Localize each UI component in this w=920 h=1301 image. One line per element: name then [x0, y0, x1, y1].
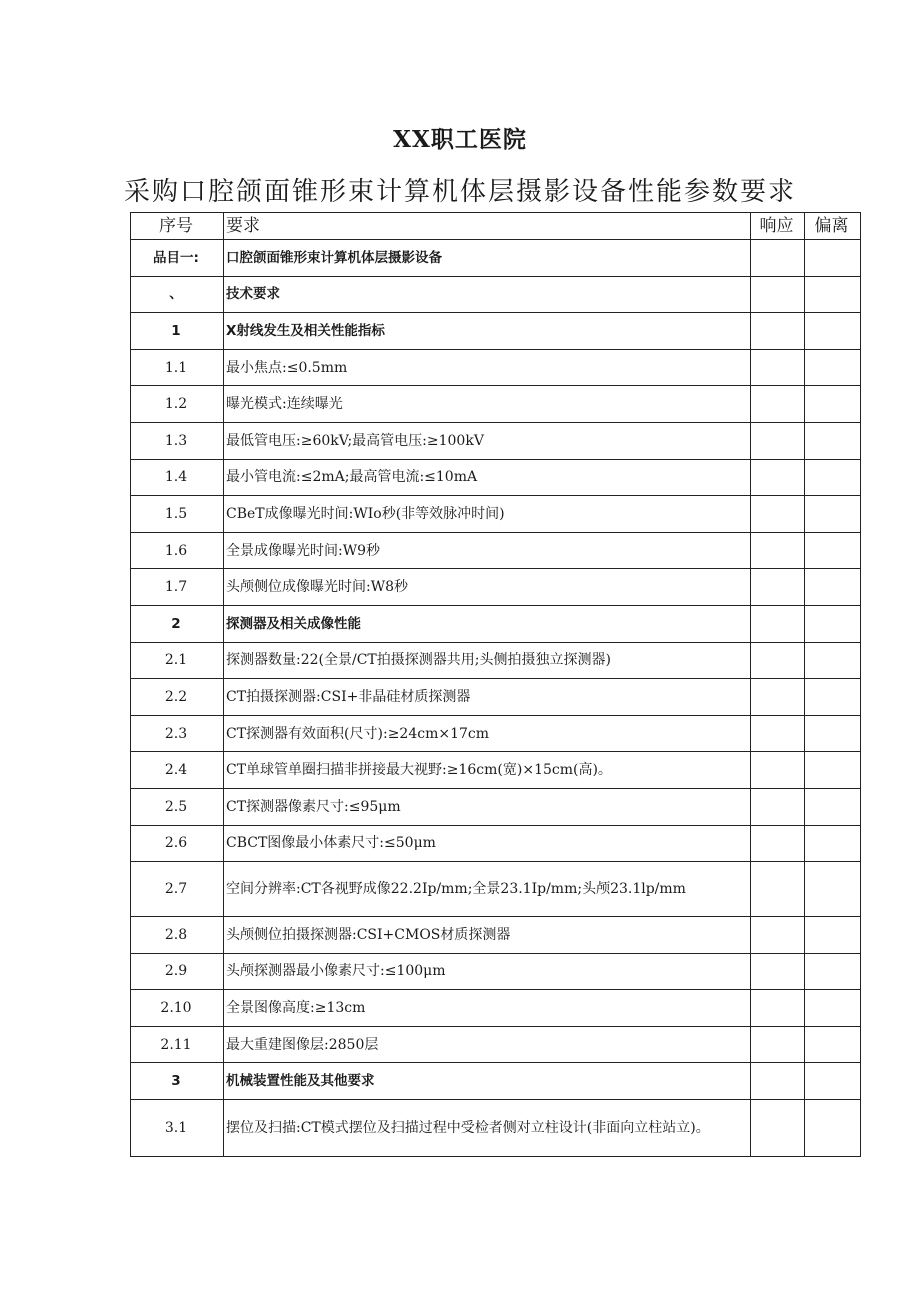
row-response-cell — [751, 917, 805, 954]
row-number: 2.8 — [131, 917, 224, 954]
row-number: 1.7 — [131, 569, 224, 606]
row-number: 2.1 — [131, 642, 224, 679]
row-response-cell — [751, 715, 805, 752]
row-response-cell — [751, 1026, 805, 1063]
table-row — [131, 349, 861, 386]
row-response-cell — [751, 422, 805, 459]
row-deviation-cell — [805, 605, 861, 642]
row-number: 3.1 — [131, 1100, 224, 1157]
row-deviation-cell — [805, 1063, 861, 1100]
row-response-cell — [751, 825, 805, 862]
row-requirement: 头颅侧位成像曝光时间:W8秒 — [224, 569, 751, 606]
header-no: 序号 — [131, 213, 224, 240]
document-title: 采购口腔颌面锥形束计算机体层摄影设备性能参数要求 — [123, 177, 796, 207]
table-row — [131, 1100, 861, 1157]
row-requirement: CBCT图像最小体素尺寸:≤50μm — [224, 825, 751, 862]
table-row — [131, 605, 861, 642]
row-deviation-cell — [805, 240, 861, 277]
row-response-cell — [751, 1063, 805, 1100]
row-deviation-cell — [805, 349, 861, 386]
row-response-cell — [751, 953, 805, 990]
table-row — [131, 459, 861, 496]
row-response-cell — [751, 496, 805, 533]
row-requirement: 最小管电流:≤2mA;最高管电流:≤10mA — [224, 459, 751, 496]
table-row — [131, 715, 861, 752]
row-requirement: CT拍摄探测器:CSI+非晶硅材质探测器 — [224, 679, 751, 716]
table-row — [131, 825, 861, 862]
row-requirement: 口腔颌面锥形束计算机体层摄影设备 — [224, 240, 751, 277]
row-requirement: 机械装置性能及其他要求 — [224, 1063, 751, 1100]
row-requirement: 摆位及扫描:CT模式摆位及扫描过程中受检者侧对立柱设计(非面向立柱站立)。 — [224, 1100, 751, 1157]
table-row — [131, 1026, 861, 1063]
row-response-cell — [751, 569, 805, 606]
header-response: 响应 — [751, 213, 805, 240]
row-deviation-cell — [805, 1100, 861, 1157]
table-row — [131, 1063, 861, 1100]
row-requirement: 最小焦点:≤0.5mm — [224, 349, 751, 386]
row-number: 2.2 — [131, 679, 224, 716]
row-number: 1.6 — [131, 532, 224, 569]
spec-table-body — [131, 213, 861, 1157]
table-row — [131, 569, 861, 606]
row-deviation-cell — [805, 386, 861, 423]
table-row — [131, 862, 861, 917]
row-number: 1.1 — [131, 349, 224, 386]
row-number: 2.10 — [131, 990, 224, 1027]
row-requirement: 全景图像高度:≥13cm — [224, 990, 751, 1027]
row-response-cell — [751, 276, 805, 313]
row-response-cell — [751, 788, 805, 825]
table-row — [131, 953, 861, 990]
row-number: 3 — [131, 1063, 224, 1100]
row-deviation-cell — [805, 788, 861, 825]
row-response-cell — [751, 679, 805, 716]
row-number: 2.4 — [131, 752, 224, 789]
row-deviation-cell — [805, 917, 861, 954]
row-response-cell — [751, 642, 805, 679]
row-response-cell — [751, 459, 805, 496]
row-response-cell — [751, 862, 805, 917]
row-response-cell — [751, 313, 805, 350]
table-row — [131, 990, 861, 1027]
row-number: 1.4 — [131, 459, 224, 496]
row-number: 2.9 — [131, 953, 224, 990]
table-row — [131, 642, 861, 679]
row-requirement: 全景成像曝光时间:W9秒 — [224, 532, 751, 569]
spec-table — [130, 212, 861, 1157]
table-row — [131, 788, 861, 825]
row-response-cell — [751, 752, 805, 789]
row-requirement: 曝光模式:连续曝光 — [224, 386, 751, 423]
header-deviation: 偏离 — [805, 213, 861, 240]
row-number: 2.6 — [131, 825, 224, 862]
row-number: 2.7 — [131, 862, 224, 917]
row-deviation-cell — [805, 990, 861, 1027]
row-requirement: 头颅探测器最小像素尺寸:≤100μm — [224, 953, 751, 990]
row-deviation-cell — [805, 422, 861, 459]
row-deviation-cell — [805, 569, 861, 606]
row-requirement: 技术要求 — [224, 276, 751, 313]
row-requirement: X射线发生及相关性能指标 — [224, 313, 751, 350]
row-requirement: CT探测器有效面积(尺寸):≥24cm×17cm — [224, 715, 751, 752]
table-row — [131, 496, 861, 533]
row-deviation-cell — [805, 496, 861, 533]
table-row — [131, 276, 861, 313]
row-deviation-cell — [805, 642, 861, 679]
row-number: 1.3 — [131, 422, 224, 459]
table-row — [131, 240, 861, 277]
row-number: 1.5 — [131, 496, 224, 533]
row-response-cell — [751, 1100, 805, 1157]
header-requirement: 要求 — [224, 213, 751, 240]
row-deviation-cell — [805, 1026, 861, 1063]
row-requirement: 探测器及相关成像性能 — [224, 605, 751, 642]
row-response-cell — [751, 605, 805, 642]
row-deviation-cell — [805, 679, 861, 716]
row-requirement: 探测器数量:22(全景/CT拍摄探测器共用;头侧拍摄独立探测器) — [224, 642, 751, 679]
table-row — [131, 917, 861, 954]
row-deviation-cell — [805, 825, 861, 862]
row-number: 品目一: — [131, 240, 224, 277]
row-deviation-cell — [805, 459, 861, 496]
row-requirement: CT单球管单圈扫描非拼接最大视野:≥16cm(宽)×15cm(高)。 — [224, 752, 751, 789]
row-number: 1 — [131, 313, 224, 350]
row-requirement: CBeT成像曝光时间:WIo秒(非等效脉冲时间) — [224, 496, 751, 533]
row-deviation-cell — [805, 276, 861, 313]
row-response-cell — [751, 990, 805, 1027]
row-requirement: 最大重建图像层:2850层 — [224, 1026, 751, 1063]
row-requirement: 最低管电压:≥60kV;最高管电压:≥100kV — [224, 422, 751, 459]
row-number: 1.2 — [131, 386, 224, 423]
row-number: 2.3 — [131, 715, 224, 752]
row-deviation-cell — [805, 532, 861, 569]
row-deviation-cell — [805, 752, 861, 789]
row-number: 2 — [131, 605, 224, 642]
table-row — [131, 679, 861, 716]
row-requirement: CT探测器像素尺寸:≤95μm — [224, 788, 751, 825]
table-row — [131, 386, 861, 423]
table-row — [131, 752, 861, 789]
organization-title: XX职工医院 — [393, 126, 527, 153]
table-row — [131, 532, 861, 569]
row-number: 、 — [131, 276, 224, 313]
table-row — [131, 422, 861, 459]
row-requirement: 头颅侧位拍摄探测器:CSI+CMOS材质探测器 — [224, 917, 751, 954]
row-deviation-cell — [805, 313, 861, 350]
row-deviation-cell — [805, 953, 861, 990]
row-number: 2.11 — [131, 1026, 224, 1063]
row-deviation-cell — [805, 715, 861, 752]
row-response-cell — [751, 386, 805, 423]
row-response-cell — [751, 240, 805, 277]
table-header-row — [131, 213, 861, 240]
row-response-cell — [751, 532, 805, 569]
row-requirement: 空间分辨率:CT各视野成像22.2Ip/mm;全景23.1Ip/mm;头颅23.1lp/mm — [224, 862, 751, 917]
row-response-cell — [751, 349, 805, 386]
table-row — [131, 313, 861, 350]
row-deviation-cell — [805, 862, 861, 917]
row-number: 2.5 — [131, 788, 224, 825]
